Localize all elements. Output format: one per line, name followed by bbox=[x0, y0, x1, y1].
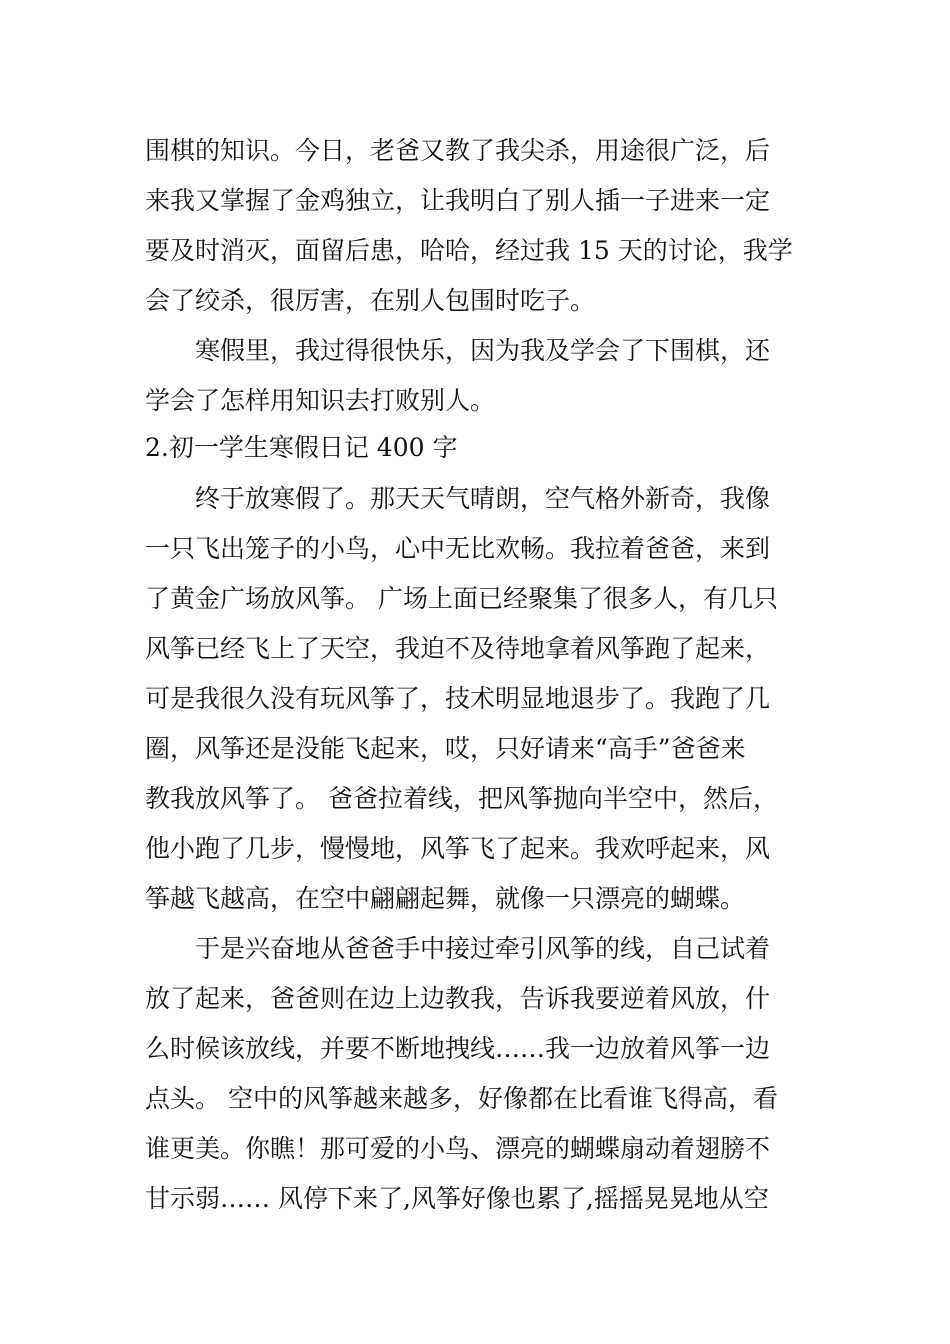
text-line bbox=[0, 1129, 950, 1169]
text-line bbox=[0, 529, 950, 569]
line-text: 教我放风筝了。 爸爸拉着线，把风筝抛向半空中，然后， bbox=[145, 784, 778, 813]
text-line bbox=[0, 979, 950, 1019]
text-line bbox=[0, 679, 950, 719]
line-text: 谁更美。你瞧！那可爱的小鸟、漂亮的蝴蝶扇动着翅膀不 bbox=[145, 1134, 771, 1163]
line-text: 甘示弱…… 风停下来了,风筝好像也累了,摇摇晃晃地从空 bbox=[145, 1184, 769, 1213]
line-text: 要及时消灭，面留后患，哈哈，经过我 15 天的讨论，我学 bbox=[145, 236, 793, 265]
line-text: 筝越飞越高，在空中翩翩起舞，就像一只漂亮的蝴蝶。 bbox=[145, 884, 746, 913]
text-line bbox=[0, 879, 950, 919]
text-line bbox=[0, 131, 950, 171]
text-line bbox=[0, 729, 950, 769]
line-text: 于是兴奋地从爸爸手中接过牵引风筝的线，自己试着 bbox=[195, 934, 771, 963]
line-text: 寒假里，我过得很快乐，因为我及学会了下围棋，还 bbox=[195, 336, 771, 365]
paragraph-first-line bbox=[0, 479, 950, 519]
text-line bbox=[0, 181, 950, 221]
text-line bbox=[0, 629, 950, 669]
text-line bbox=[0, 1079, 950, 1119]
heading-text: 2.初一学生寒假日记 400 字 bbox=[145, 433, 458, 462]
text-line bbox=[0, 231, 950, 271]
line-text: 他小跑了几步，慢慢地，风筝飞了起来。我欢呼起来，风 bbox=[145, 834, 771, 863]
section-heading bbox=[0, 428, 950, 468]
text-line bbox=[0, 281, 950, 321]
line-text: 风筝已经飞上了天空，我迫不及待地拿着风筝跑了起来， bbox=[145, 634, 771, 663]
line-text: 放了起来，爸爸则在边上边教我，告诉我要逆着风放，什 bbox=[145, 984, 771, 1013]
line-text: 终于放寒假了。那天天气晴朗，空气格外新奇，我像 bbox=[195, 484, 771, 513]
text-line bbox=[0, 829, 950, 869]
line-text: 么时候该放线，并要不断地拽线……我一边放着风筝一边 bbox=[145, 1034, 771, 1063]
paragraph-first-line bbox=[0, 331, 950, 371]
text-line bbox=[0, 579, 950, 619]
text-line bbox=[0, 1029, 950, 1069]
line-text: 会了绞杀，很厉害，在别人包围时吃子。 bbox=[145, 286, 596, 315]
line-text: 围棋的知识。今日，老爸又教了我尖杀，用途很广泛，后 bbox=[145, 136, 771, 165]
line-text: 点头。 空中的风筝越来越多，好像都在比看谁飞得高，看 bbox=[145, 1084, 778, 1113]
line-text: 圈，风筝还是没能飞起来，哎，只好请来“高手”爸爸来 bbox=[145, 734, 746, 763]
text-line bbox=[0, 779, 950, 819]
line-text: 了黄金广场放风筝。 广场上面已经聚集了很多人，有几只 bbox=[145, 584, 778, 613]
line-text: 学会了怎样用知识去打败别人。 bbox=[145, 386, 496, 415]
text-line bbox=[0, 381, 950, 421]
line-text: 来我又掌握了金鸡独立，让我明白了别人插一子进来一定 bbox=[145, 186, 771, 215]
line-text: 一只飞出笼子的小鸟，心中无比欢畅。我拉着爸爸，来到 bbox=[145, 534, 771, 563]
line-text: 可是我很久没有玩风筝了，技术明显地退步了。我跑了几 bbox=[145, 684, 771, 713]
text-line bbox=[0, 1179, 950, 1219]
paragraph-first-line bbox=[0, 929, 950, 969]
